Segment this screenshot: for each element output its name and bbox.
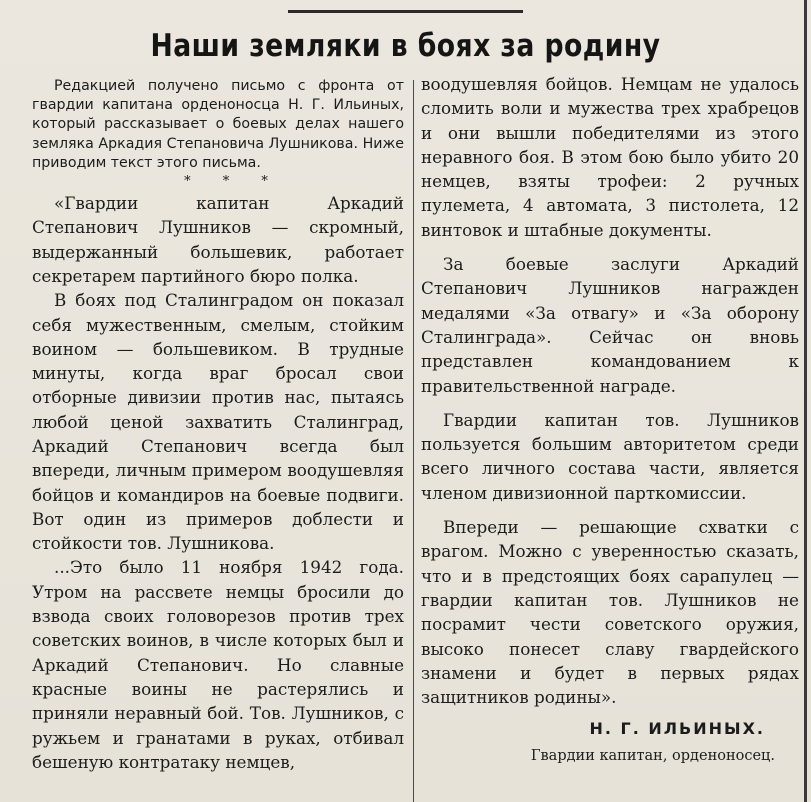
paragraph-4: За боевые заслуги Аркадий Степанович Лушников награжден медалями «За отвагу» и «За оборону Сталинграда». Сейчас он вновь представлен командованием к правительственной награде. bbox=[421, 254, 799, 396]
paragraph-6: Впереди — решающие схватки с врагом. Можно с уверенностью сказать, что и в предстоящих боях сарапулец — гвардии капитан тов. Лушников не посрамит чести советского оружия, высоко понесет славу гвардейского знамени и будет в первых рядах защитников родины». bbox=[421, 517, 799, 708]
right-edge-rule bbox=[804, 0, 807, 802]
paragraph-3-continuation: воодушевляя бойцов. Немцам не удалось сломить воли и мужества трех храбрецов и они вышли победителями из этого неравного боя. В этом бою было убито 20 немцев, взяты трофеи: 2 ручных пулемета, 4 автомата, 3 пистолета, 12 винтовок и штабные документы. bbox=[421, 74, 799, 240]
paragraph-5: Гвардии капитан тов. Лушников пользуется большим авторитетом среди всего личного состава части, является членом дивизионной парткомиссии. bbox=[421, 409, 799, 503]
paragraph-2: В боях под Сталинградом он показал себя мужественным, смелым, стойким воином — большевиком. В трудные минуты, когда враг бросал свои отборные дивизии против нас, пытаясь любой ценой захватить Сталинград, Аркадий Степанович всегда был впереди, личным примером воодушевляя бойцов и командиров на боевые подвиги. Вот один из примеров доблести и стойкости тов. Лушникова. bbox=[32, 290, 404, 554]
left-column bbox=[32, 72, 404, 774]
section-separator: * * * bbox=[184, 174, 282, 190]
article-headline: Наши земляки в боях за родину bbox=[150, 28, 661, 64]
right-column bbox=[421, 72, 799, 766]
paragraph-3: ...Это было 11 ноября 1942 года. Утром на рассвете немцы бросили до взвода своих головорезов против трех советских воинов, в числе которых был и Аркадий Степанович. Но славные красные воины не растерялись и приняли неравный бой. Тов. Лушников, с ружьем и гранатами в руках, отбивал бешеную контратаку немцев, bbox=[32, 557, 404, 772]
paragraph-1: «Гвардии капитан Аркадий Степанович Лушников — скромный, выдержанный большевик, работает секретарем партийного бюро полка. bbox=[32, 193, 404, 286]
column-divider bbox=[413, 80, 414, 802]
signature-title: Гвардии капитан, орденоносец. bbox=[530, 747, 775, 764]
editorial-intro: Редакцией получено письмо с фронта от гвардии капитана орденоносца Н. Г. Ильиных, который рассказывает о боевых делах нашего земляка Аркадия Степановича Лушникова. Ниже приводим текст этого письма. bbox=[32, 78, 404, 171]
signature-name: Н. Г. ИЛЬИНЫХ. bbox=[589, 719, 765, 739]
top-rule bbox=[288, 10, 523, 13]
